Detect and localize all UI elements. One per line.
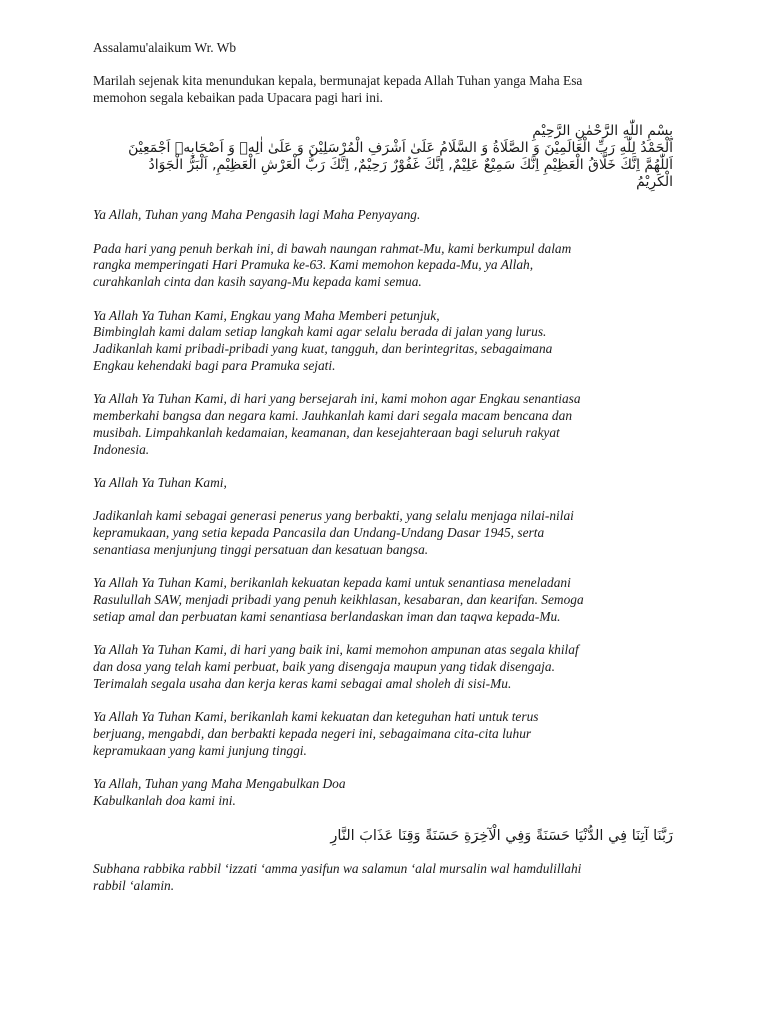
- prayer-line: kepramukaan, yang setia kepada Pancasila dan Undang-Undang Dasar 1945, serta: [93, 525, 545, 541]
- prayer-line: Ya Allah Ya Tuhan Kami, berikanlah kekuatan kepada kami untuk senantiasa meneladani: [93, 575, 571, 591]
- greeting: [93, 40, 673, 57]
- prayer-line: Bimbinglah kami dalam setiap langkah kami agar selalu berada di jalan yang lurus.: [93, 324, 547, 340]
- prayer-line: Rasulullah SAW, menjadi pribadi yang penuh keikhlasan, kesabaran, dan kearifan. Semoga: [93, 591, 584, 607]
- basmalah: بِسْمِ اللّٰهِ الرَّحْمٰنِ الرَّحِيْمِ: [532, 123, 673, 140]
- prayer-line: musibah. Limpahkanlah kedamaian, keamanan, dan kesejahteraan bagi seluruh rakyat: [93, 424, 560, 440]
- prayer-paragraph: [93, 308, 673, 375]
- prayer-line: Ya Allah, Tuhan yang Maha Mengabulkan Doa: [93, 775, 346, 791]
- prayer-line: Kabulkanlah doa kami ini.: [93, 792, 236, 808]
- prayer-paragraph: [93, 207, 673, 224]
- prayer-paragraph: [93, 391, 673, 458]
- document-page: [93, 40, 673, 911]
- prayer-paragraph: [93, 776, 673, 810]
- prayer-line: Jadikanlah kami sebagai generasi penerus yang berbakti, yang selalu menjaga nilai-nilai: [93, 508, 574, 524]
- prayer-paragraph: [93, 575, 673, 625]
- prayer-body: [93, 207, 673, 809]
- prayer-line: Pada hari yang penuh berkah ini, di bawah naungan rahmat-Mu, kami berkumpul dalam: [93, 240, 572, 256]
- prayer-line: senantiasa menjunjung tinggi persatuan dan kesatuan bangsa.: [93, 541, 429, 557]
- intro-line: Marilah sejenak kita menundukan kepala, bermunajat kepada Allah Tuhan yanga Maha Esa: [93, 73, 583, 89]
- prayer-paragraph: [93, 642, 673, 692]
- prayer-line: kepramukaan yang kami junjung tinggi.: [93, 742, 307, 758]
- prayer-line: dan dosa yang telah kami perbuat, baik yang disengaja maupun yang tidak disengaja.: [93, 658, 555, 674]
- closing-line: Subhana rabbika rabbil ‘izzati ‘amma yasifun wa salamun ‘alal mursalin wal hamdulillahi: [93, 860, 582, 876]
- prayer-line: Ya Allah Ya Tuhan Kami, di hari yang baik ini, kami memohon ampunan atas segala khilaf: [93, 642, 579, 658]
- prayer-line: Ya Allah, Tuhan yang Maha Pengasih lagi Maha Penyayang.: [93, 207, 421, 223]
- prayer-line: Ya Allah Ya Tuhan Kami, Engkau yang Maha Memberi petunjuk,: [93, 307, 440, 323]
- prayer-line: setiap amal dan perbuatan kami senantiasa berlandaskan iman dan taqwa kepada-Mu.: [93, 608, 561, 624]
- closing-paragraph: [93, 861, 673, 895]
- prayer-paragraph: [93, 241, 673, 291]
- prayer-paragraph: [93, 709, 673, 759]
- prayer-line: rangka memperingati Hari Pramuka ke-63. Kami memohon kepada-Mu, ya Allah,: [93, 257, 534, 273]
- prayer-line: Ya Allah Ya Tuhan Kami,: [93, 474, 227, 490]
- intro-paragraph: [93, 73, 673, 107]
- prayer-line: Indonesia.: [93, 441, 150, 457]
- prayer-line: Jadikanlah kami pribadi-pribadi yang kuat, tangguh, dan berintegritas, sebagaimana: [93, 341, 553, 357]
- prayer-paragraph: [93, 475, 673, 492]
- prayer-line: curahkanlah cinta dan kasih sayang-Mu kepada kami semua.: [93, 274, 422, 290]
- prayer-line: Ya Allah Ya Tuhan Kami, di hari yang bersejarah ini, kami mohon agar Engkau senantiasa: [93, 391, 581, 407]
- greeting-text: Assalamu'alaikum Wr. Wb: [93, 40, 237, 55]
- arabic-opening-line: اَللّٰهُمَّ اِنَّكَ خَلَّاقُ الْعَظِيْمِ اِنَّكَ سَمِيْعٌ عَلِيْمٌ, اِنَّكَ غَفُوْرٌ رَحِيْمٌ, اِنَّكَ رَبُّ الْعَرْشِ الْعَظِيْمِ, اَلْبَرُّ الْجَوَادُ: [148, 157, 673, 174]
- prayer-line: Engkau kehendaki bagi para Pramuka sejati.: [93, 357, 336, 373]
- intro-line: memohon segala kebaikan pada Upacara pagi hari ini.: [93, 90, 384, 106]
- prayer-line: Terimalah segala usaha dan kerja keras kami sebagai amal sholeh di sisi-Mu.: [93, 675, 512, 691]
- arabic-doa: رَبَّنَا آتِنَا فِي الدُّنْيَا حَسَنَةً وَفِي الْآخِرَةِ حَسَنَةً وَقِنَا عَذَابَ النَّارِ: [330, 827, 673, 844]
- prayer-line: Ya Allah Ya Tuhan Kami, berikanlah kami kekuatan dan keteguhan hati untuk terus: [93, 708, 539, 724]
- arabic-opening: [93, 123, 673, 191]
- prayer-line: memberkahi bangsa dan negara kami. Jauhkanlah kami dari segala macam bencana dan: [93, 408, 573, 424]
- prayer-paragraph: [93, 508, 673, 558]
- prayer-line: berjuang, mengabdi, dan berbakti kepada negeri ini, sebagaimana cita-cita luhur: [93, 725, 532, 741]
- arabic-opening-line: الْكَرِيْمُ: [636, 174, 673, 191]
- arabic-opening-line: اَلْحَمْدُ لِلّٰهِ رَبِّ الْعَالَمِيْنَ وَ الصَّلَاةُ وَ السَّلَامُ عَلَىٰ اَشْرَفِ الْمُرْسَلِيْنَ وَ عَلَىٰ اٰلِهٖ وَ اَصْحَابِهٖ اَجْمَعِيْنَ: [128, 140, 673, 157]
- closing-line: rabbil ‘alamin.: [93, 877, 175, 893]
